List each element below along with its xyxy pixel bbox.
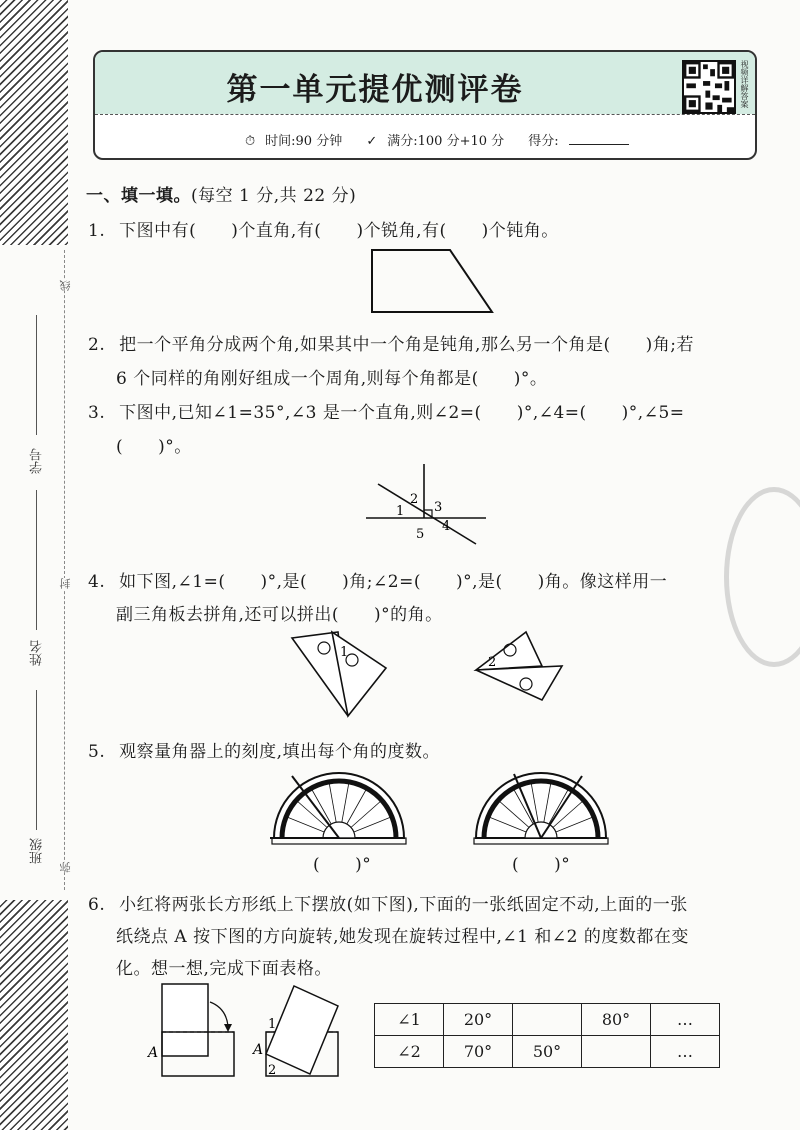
angle-label-3: 3 (434, 500, 443, 515)
q5-answer-1[interactable]: ( )° (313, 855, 372, 875)
score-field: 得分: (528, 134, 638, 149)
time-field: ⏱ 时间:90 分钟 (245, 134, 343, 149)
table-cell: ∠2 (375, 1036, 444, 1068)
angle-label-5: 5 (416, 527, 425, 542)
intersecting-lines-figure (364, 462, 489, 547)
table-cell: ∠1 (375, 1004, 444, 1036)
clock-icon: ⏱ (245, 134, 256, 149)
question-6-line2: 纸绕点 A 按下图的方向旋转,她发现在旋转过程中,∠1 和∠2 的度数都在变 (116, 927, 689, 947)
angle1-label: 1 (340, 645, 349, 660)
table-cell[interactable] (513, 1004, 582, 1036)
protractor-2 (470, 772, 612, 846)
section-title: 一、填一填。(每空 1 分,共 22 分) (86, 186, 357, 206)
question-4: 4. 如下图,∠1=( )°,是( )角;∠2=( )°,是( )角。像这样用一 (88, 572, 668, 592)
angle-2-label: 2 (268, 1063, 277, 1078)
score-blank[interactable] (569, 144, 629, 145)
side-seal-label: 封 (59, 578, 72, 589)
class-label: 班级 (30, 838, 45, 864)
class-rule (36, 690, 37, 830)
table-row (375, 1004, 720, 1036)
exam-header (93, 50, 757, 160)
table-cell[interactable] (582, 1036, 651, 1068)
binding-dashed-line (64, 250, 65, 890)
angle-1-label: 1 (268, 1017, 277, 1032)
full-score-field: ✓ 满分:100 分+10 分 (366, 134, 505, 149)
table-cell: 80° (582, 1004, 651, 1036)
q5-answer-2[interactable]: ( )° (512, 855, 571, 875)
trapezoid-figure (370, 248, 495, 314)
rotating-paper-figure (146, 982, 346, 1082)
table-row (375, 1036, 720, 1068)
angle-label-4: 4 (442, 519, 451, 534)
set-square-figure-2 (470, 630, 570, 702)
stamp-mark (724, 487, 800, 667)
page-title: 第一单元提优测评卷 (226, 72, 524, 108)
table-cell: 50° (513, 1036, 582, 1068)
exam-meta (245, 130, 649, 149)
point-a-label-1: A (148, 1045, 159, 1061)
check-icon: ✓ (366, 134, 378, 149)
qr-caption: 视频详解答案 (740, 60, 749, 108)
question-3-line2: ( )°。 (116, 437, 192, 457)
question-3: 3. 下图中,已知∠1=35°,∠3 是一个直角,则∠2=( )°,∠4=( )°,∠5= (88, 403, 685, 423)
name-label: 姓名 (30, 640, 45, 666)
side-cut-label: 弥 (59, 862, 72, 873)
question-2: 2. 把一个平角分成两个角,如果其中一个角是钝角,那么另一个角是( )角;若 (88, 335, 694, 355)
question-2-line2: 6 个同样的角刚好组成一个周角,则每个角都是( )°。 (116, 369, 548, 389)
student-id-label: 学号 (30, 448, 45, 474)
binding-hatch-top (0, 0, 68, 245)
header-separator (95, 114, 755, 115)
qr-code-icon[interactable] (682, 60, 736, 114)
protractor-1 (268, 772, 410, 846)
question-5: 5. 观察量角器上的刻度,填出每个角的度数。 (88, 742, 441, 762)
table-cell: … (651, 1036, 720, 1068)
name-rule (36, 490, 37, 630)
angle-label-2: 2 (410, 492, 419, 507)
table-cell: 20° (444, 1004, 513, 1036)
angle-table (374, 1003, 720, 1068)
point-a-label-2: A (253, 1042, 264, 1058)
side-line-label: 线 (59, 280, 72, 291)
binding-hatch-bottom (0, 900, 68, 1130)
question-6: 6. 小红将两张长方形纸上下摆放(如下图),下面的一张纸固定不动,上面的一张 (88, 895, 688, 915)
question-6-line3: 化。想一想,完成下面表格。 (116, 959, 332, 979)
angle2-label: 2 (488, 655, 497, 670)
table-cell: 70° (444, 1036, 513, 1068)
table-cell: … (651, 1004, 720, 1036)
question-1: 1. 下图中有( )个直角,有( )个锐角,有( )个钝角。 (88, 221, 559, 241)
angle-label-1: 1 (396, 504, 405, 519)
student-id-rule (36, 315, 37, 435)
set-square-figure-1 (290, 630, 390, 722)
question-4-line2: 副三角板去拼角,还可以拼出( )°的角。 (116, 605, 443, 625)
